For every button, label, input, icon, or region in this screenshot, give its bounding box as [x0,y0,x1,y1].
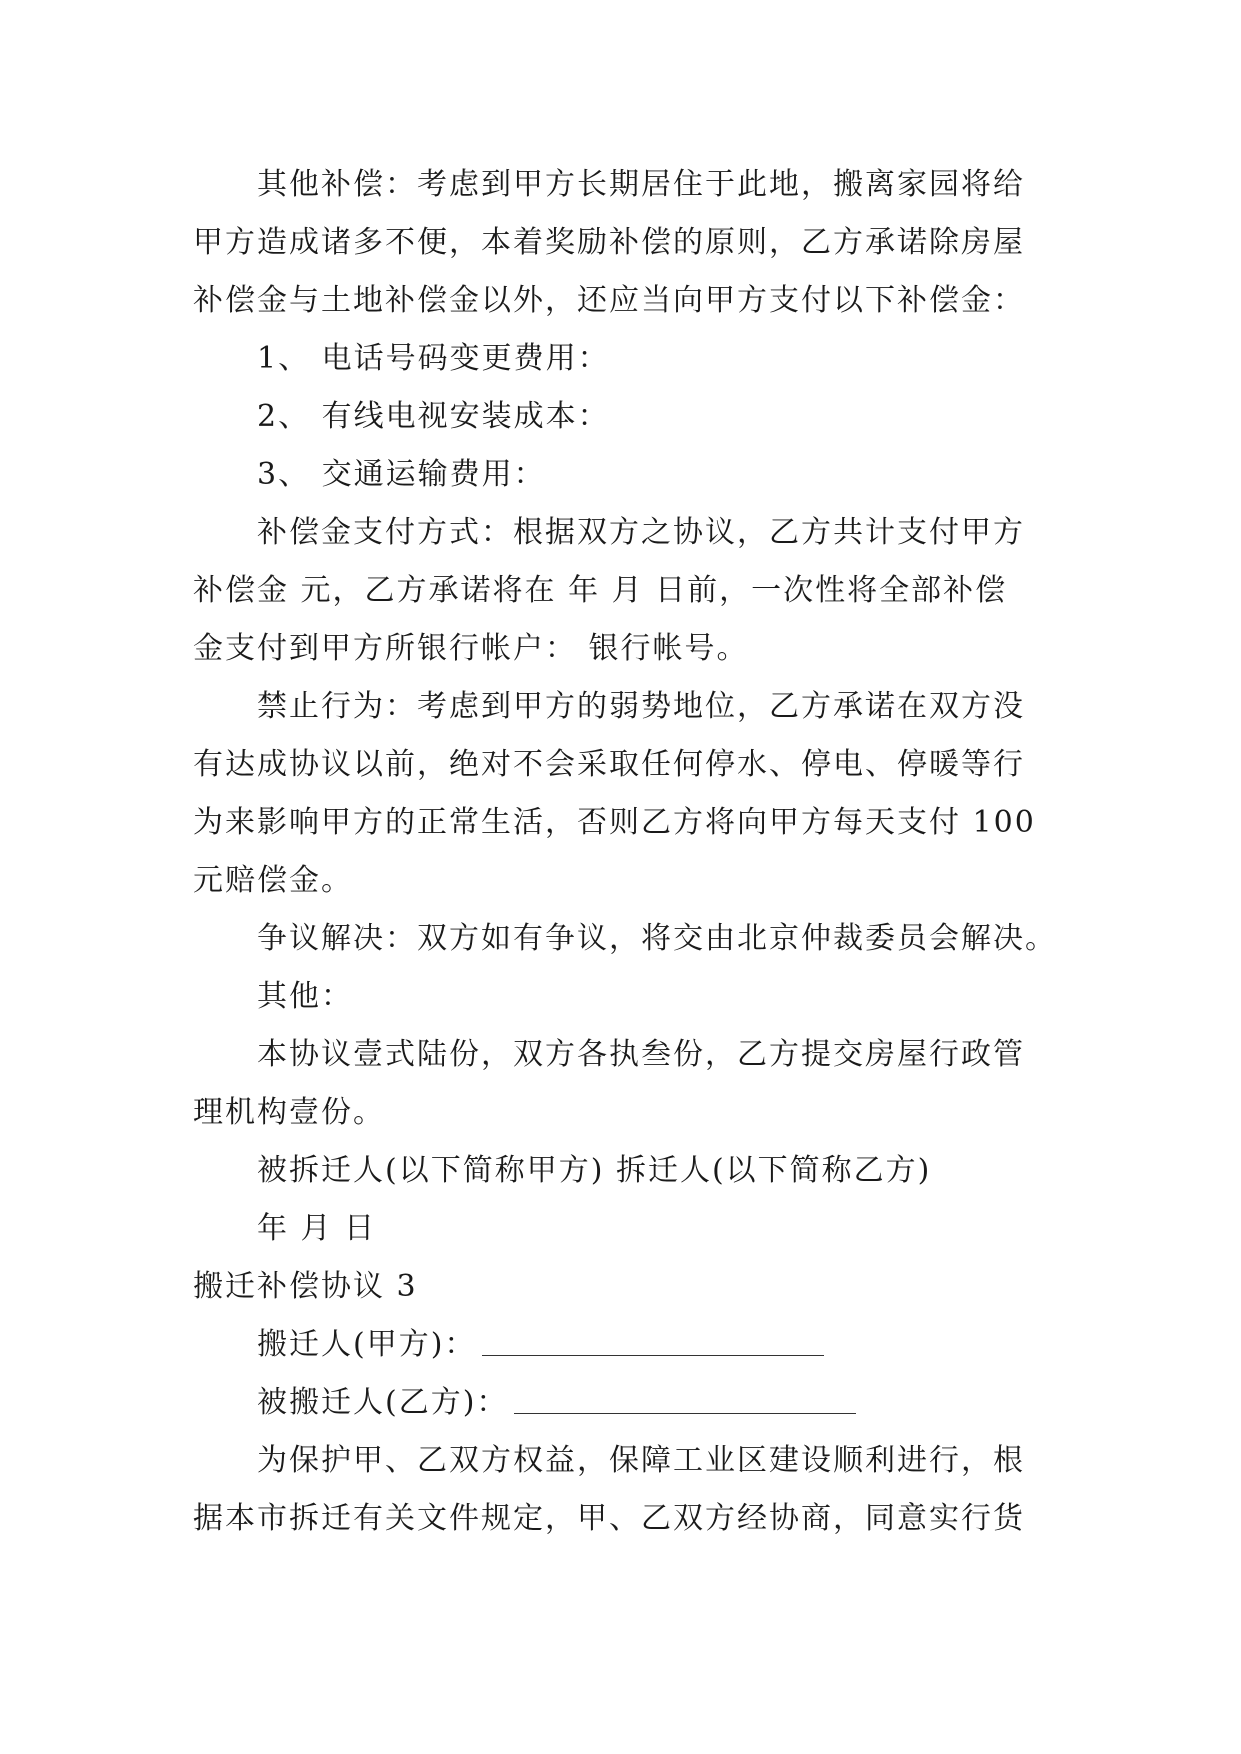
party-b-line [257,1383,856,1423]
party-b-label: 被搬迁人(乙方)： [257,1385,509,1420]
paragraph-other-compensation-line: 甲方造成诸多不便，本着奖励补偿的原则，乙方承诺除房屋 [193,225,1025,260]
paragraph-prohibit-line: 元赔偿金。 [193,863,353,898]
party-a-blank [482,1327,824,1356]
party-a-line [257,1325,824,1365]
paragraph-payment-line: 补偿金 元，乙方承诺将在 年 月 日前，一次性将全部补偿 [193,573,1008,608]
list-item-cable-tv: 2、 有线电视安装成本： [257,399,610,434]
paragraph-other: 其他： [257,979,353,1014]
paragraph-prohibit-line: 有达成协议以前，绝对不会采取任何停水、停电、停暖等行 [193,747,1025,782]
section-heading: 搬迁补偿协议 3 [193,1269,418,1304]
paragraph-payment-line: 补偿金支付方式：根据双方之协议，乙方共计支付甲方 [257,515,1025,550]
party-b-blank [514,1385,856,1414]
paragraph-copies-line: 本协议壹式陆份，双方各执叁份，乙方提交房屋行政管 [257,1037,1025,1072]
paragraph-prohibit-line: 为来影响甲方的正常生活，否则乙方将向甲方每天支付 100 [193,805,1036,840]
paragraph-intro-line: 为保护甲、乙双方权益，保障工业区建设顺利进行，根 [257,1443,1025,1478]
paragraph-payment-line: 金支付到甲方所银行帐户： 银行帐号。 [193,631,749,666]
paragraph-intro-line: 据本市拆迁有关文件规定，甲、乙双方经协商，同意实行货 [193,1501,1025,1536]
list-item-transport: 3、 交通运输费用： [257,457,546,492]
list-item-phone: 1、 电话号码变更费用： [257,341,610,376]
paragraph-other-compensation-line: 补偿金与土地补偿金以外，还应当向甲方支付以下补偿金： [193,283,1025,318]
signatories-line: 被拆迁人(以下简称甲方) 拆迁人(以下简称乙方) [257,1153,932,1188]
paragraph-other-compensation-line: 其他补偿：考虑到甲方长期居住于此地，搬离家园将给 [257,167,1025,202]
paragraph-dispute: 争议解决：双方如有争议，将交由北京仲裁委员会解决。 [257,921,1057,956]
party-a-label: 搬迁人(甲方)： [257,1327,477,1362]
paragraph-prohibit-line: 禁止行为：考虑到甲方的弱势地位，乙方承诺在双方没 [257,689,1025,724]
date-line: 年 月 日 [257,1211,377,1246]
paragraph-copies-line: 理机构壹份。 [193,1095,385,1130]
